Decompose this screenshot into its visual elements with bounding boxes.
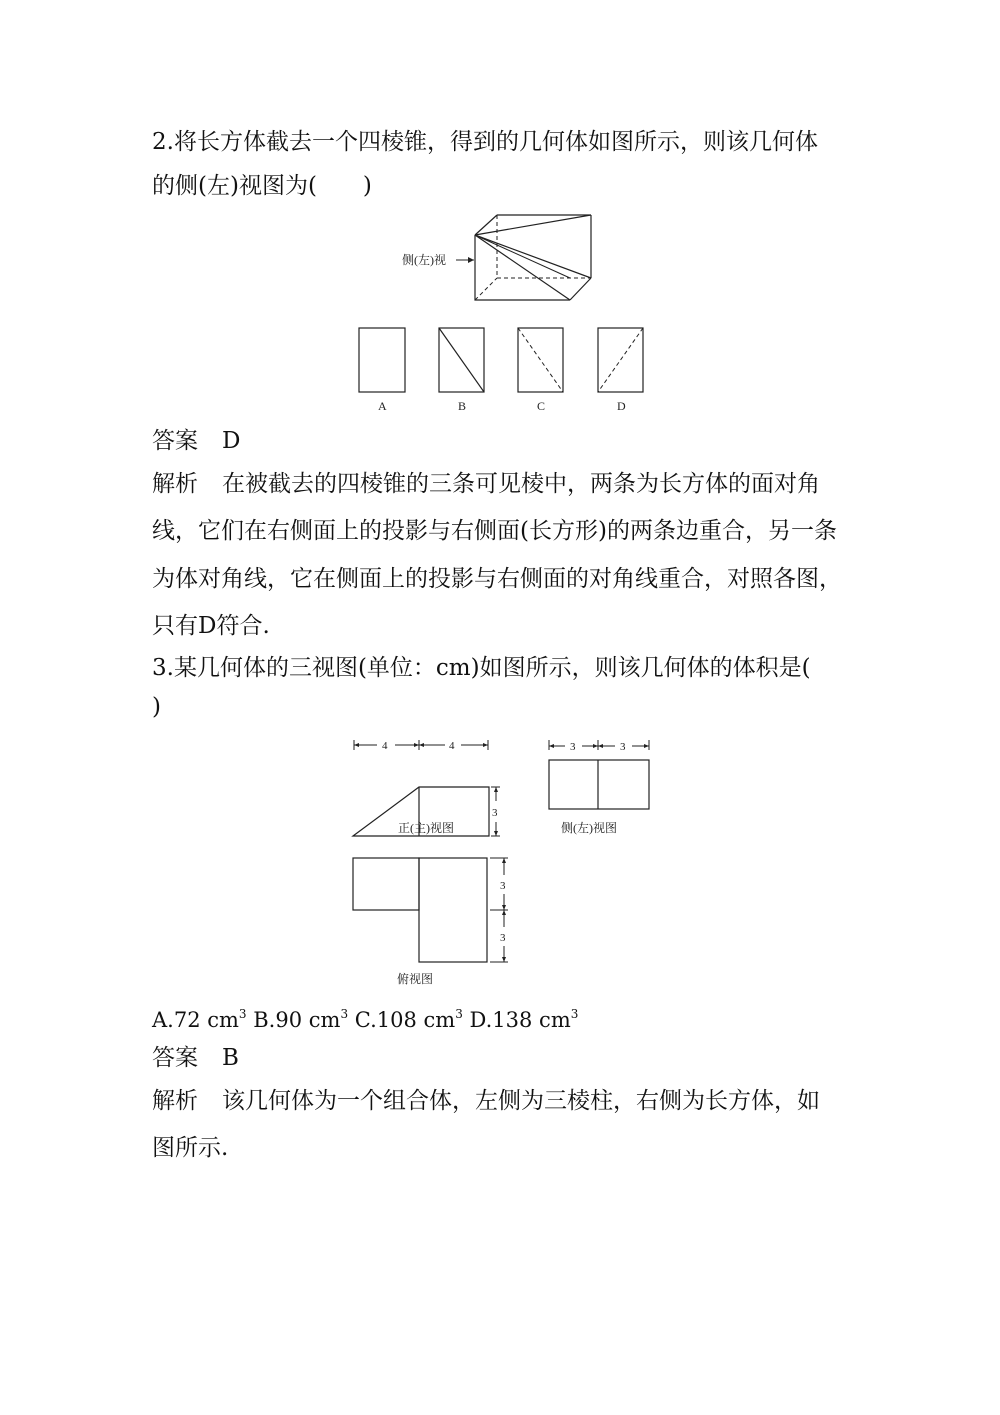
q2-analysis-line3: 为体对角线，它在侧面上的投影与右侧面的对角线重合，对照各图， [152,566,842,592]
q3-answer-label: 答案 [152,1045,198,1071]
side-dim-left: 3 [570,741,576,753]
top-view-caption: 俯视图 [397,972,434,986]
q2-option-a[interactable] [359,328,405,413]
q2-option-d-label: D [617,399,626,413]
front-dim-right: 4 [449,740,455,752]
q2-option-a-label: A [378,399,387,413]
q2-option-c[interactable] [518,328,563,413]
q2-analysis-label: 解析 [152,471,198,497]
q3-answer-value: B [222,1045,239,1071]
q3-three-views [340,733,670,995]
q2-stem-line1: 2.将长方体截去一个四棱锥，得到的几何体如图所示，则该几何体 [152,129,818,155]
q3-analysis-text-1: 该几何体为一个组合体，左侧为三棱柱，右侧为长方体，如 [222,1088,820,1114]
front-view-caption-shown: 正(主)视图 [398,821,454,835]
top-dim-upper: 3 [500,880,506,892]
q3-analysis-line2: 图所示. [152,1135,229,1161]
q3-stem-line1: 3.某几何体的三视图(单位：cm)如图所示，则该几何体的体积是( [152,655,811,681]
q2-analysis-line4: 只有D符合. [152,613,270,639]
q3-analysis-line1 [152,1086,820,1116]
q2-option-b-label: B [458,399,467,413]
q3-choice-d[interactable]: D.138 $cm^3$ [469,1007,579,1032]
q2-answer-value: D [222,428,241,454]
side-view-caption: 侧(左)视图 [561,821,617,835]
front-dim-height: 3 [492,807,498,819]
q3-answer-line [152,1043,239,1073]
q2-answer-line [152,426,240,456]
q2-option-c-label: C [537,399,546,413]
q2-stem-line2: 的侧(左)视图为( ) [152,173,372,199]
top-dim-lower: 3 [500,932,506,944]
q2-option-d[interactable] [598,328,643,413]
q3-choice-c[interactable]: C.108 $cm^3$ [354,1007,463,1032]
q2-option-b[interactable] [439,328,484,413]
side-dim-right: 3 [620,741,626,753]
q2-view-label: 侧(左)视 [402,253,446,267]
q2-analysis-text-1: 在被截去的四棱锥的三条可见棱中，两条为长方体的面对角 [222,471,820,497]
q3-choice-a[interactable]: A.72 $cm^3$ [152,1007,247,1032]
q3-analysis-label: 解析 [152,1088,198,1114]
q2-analysis-line1 [152,469,820,499]
q3-stem-line2: ) [152,694,161,720]
q2-analysis-line2: 线，它们在右侧面上的投影与右侧面(长方形)的两条边重合，另一条 [152,518,837,544]
q3-choices [152,1005,578,1035]
q2-answer-label: 答案 [152,428,198,454]
q2-option-figures [350,320,660,420]
q3-choice-b[interactable]: B.90 $cm^3$ [253,1007,349,1032]
q2-solid-figure [380,205,620,305]
front-dim-left: 4 [382,740,388,752]
